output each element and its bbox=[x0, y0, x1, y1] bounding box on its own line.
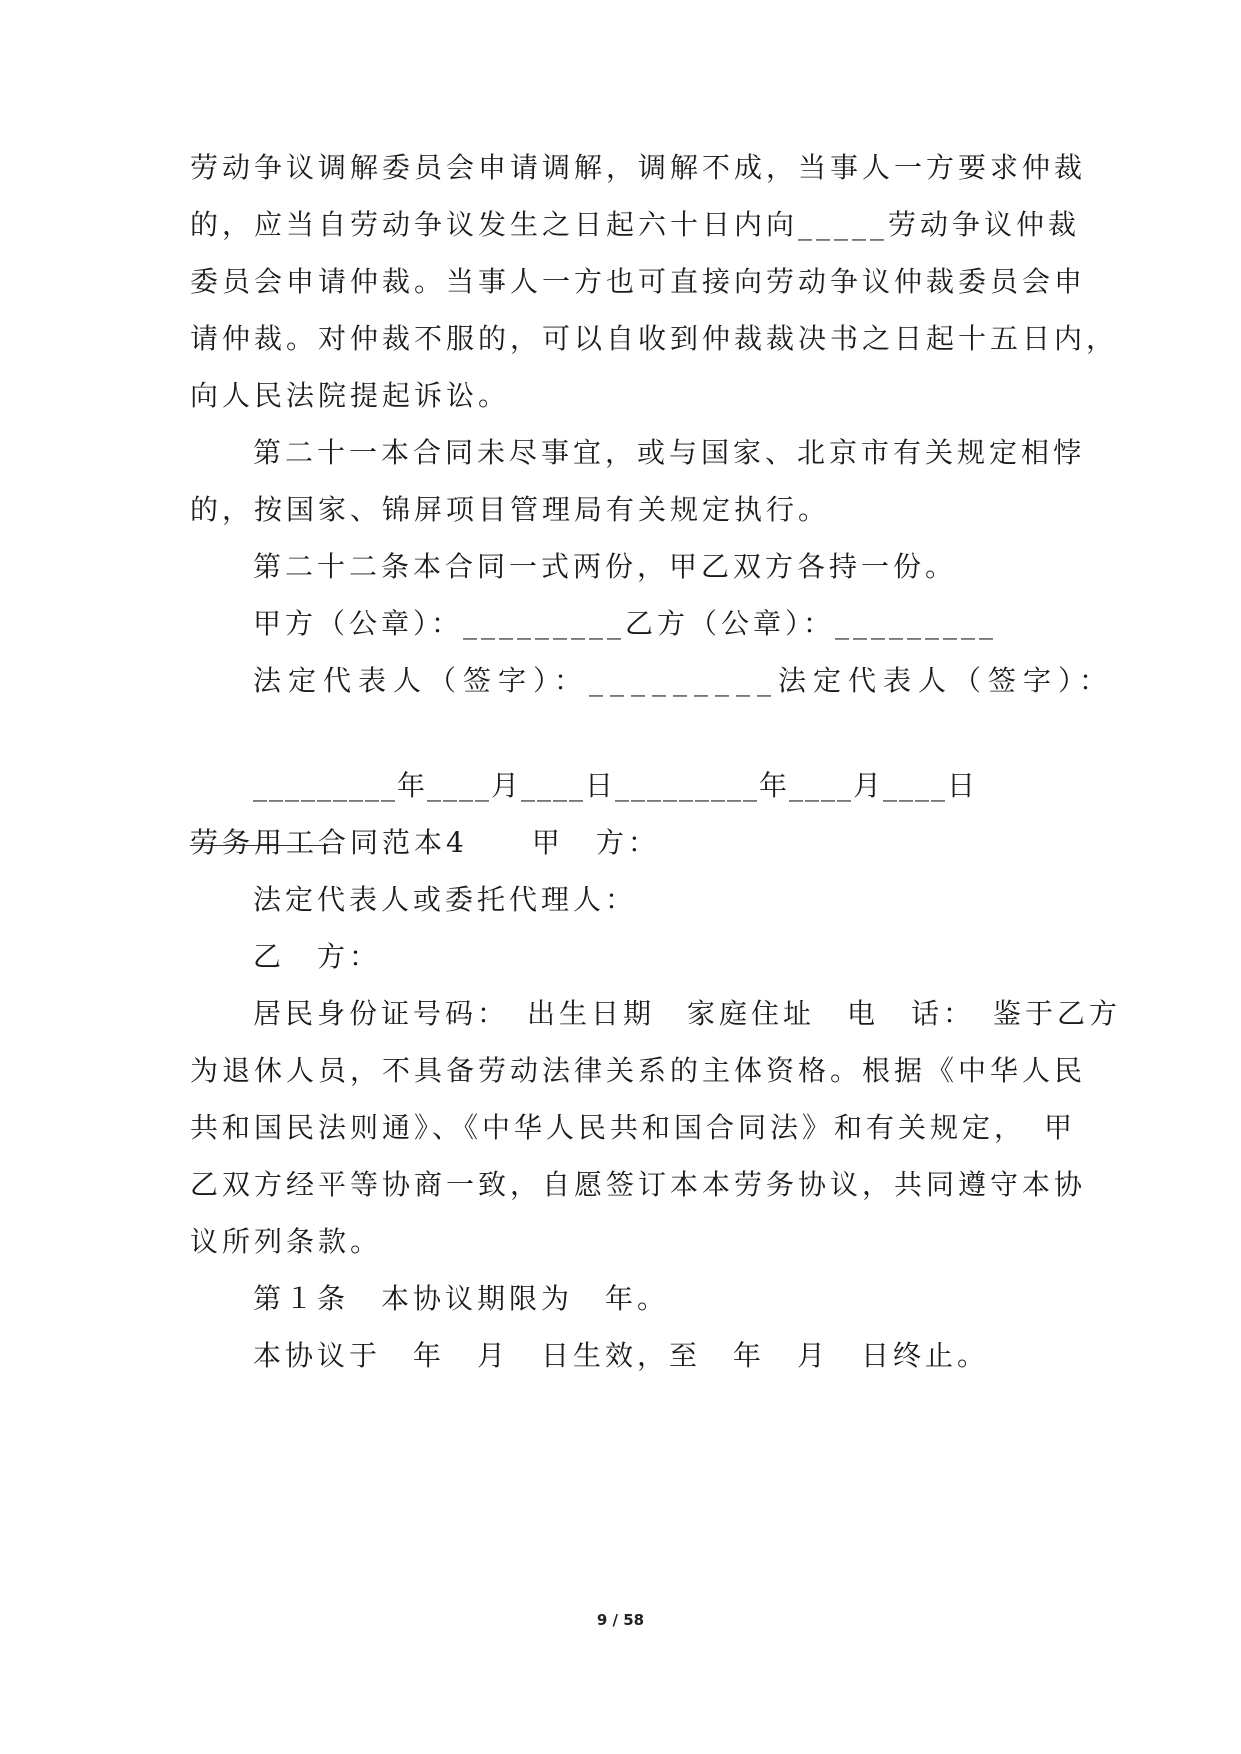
text-line-6: 第二十一本合同未尽事宜，或与国家、北京市有关规定相悖 bbox=[253, 436, 1086, 469]
text-line-law: 共和国民法则通》、《中华人民共和国合同法》和有关规定， 甲 bbox=[190, 1111, 1077, 1144]
text-line-effective: 本协议于 年 月 日生效，至 年 月 日终止。 bbox=[253, 1339, 990, 1372]
date-line: _________年____月____日_________年____月____日 bbox=[253, 769, 978, 802]
signature-line-representative: 法定代表人（签字）：_________法定代表人（签字）： bbox=[253, 664, 1115, 697]
text-line-2: 的，应当自劳动争议发生之日起六十日内向_____劳动争议仲裁 bbox=[190, 208, 1081, 241]
text-line-terms: 议所列条款。 bbox=[190, 1225, 383, 1258]
text-line-1: 劳动争议调解委员会申请调解，调解不成，当事人一方要求仲裁 bbox=[190, 151, 1087, 184]
text-line-representative: 法定代表人或委托代理人： bbox=[253, 883, 638, 916]
text-line-retiree: 为退休人员，不具备劳动法律关系的主体资格。根据《中华人民 bbox=[190, 1054, 1087, 1087]
text-line-7: 的，按国家、锦屏项目管理局有关规定执行。 bbox=[190, 493, 831, 526]
section-heading: 劳务用工合同范本4 甲 方： bbox=[190, 826, 660, 859]
signature-line-seal: 甲方（公章）：_________乙方（公章）：_________ bbox=[253, 607, 998, 640]
text-line-3: 委员会申请仲裁。当事人一方也可直接向劳动争议仲裁委员会申 bbox=[190, 265, 1087, 298]
article-1: 第１条 本协议期限为 年。 bbox=[253, 1282, 670, 1315]
text-line-party-b: 乙 方： bbox=[253, 940, 382, 973]
text-line-4: 请仲裁。对仲裁不服的，可以自收到仲裁裁决书之日起十五日内， bbox=[190, 322, 1119, 355]
text-line-id-info: 居民身份证号码： 出生日期 家庭住址 电 话： 鉴于乙方 bbox=[253, 997, 1122, 1030]
text-line-agreement: 乙双方经平等协商一致，自愿签订本本劳务协议，共同遵守本协 bbox=[190, 1168, 1087, 1201]
text-line-5: 向人民法院提起诉讼。 bbox=[190, 379, 511, 412]
text-line-8: 第二十二条本合同一式两份，甲乙双方各持一份。 bbox=[253, 550, 958, 583]
page-number: 9 / 58 bbox=[596, 1611, 645, 1629]
